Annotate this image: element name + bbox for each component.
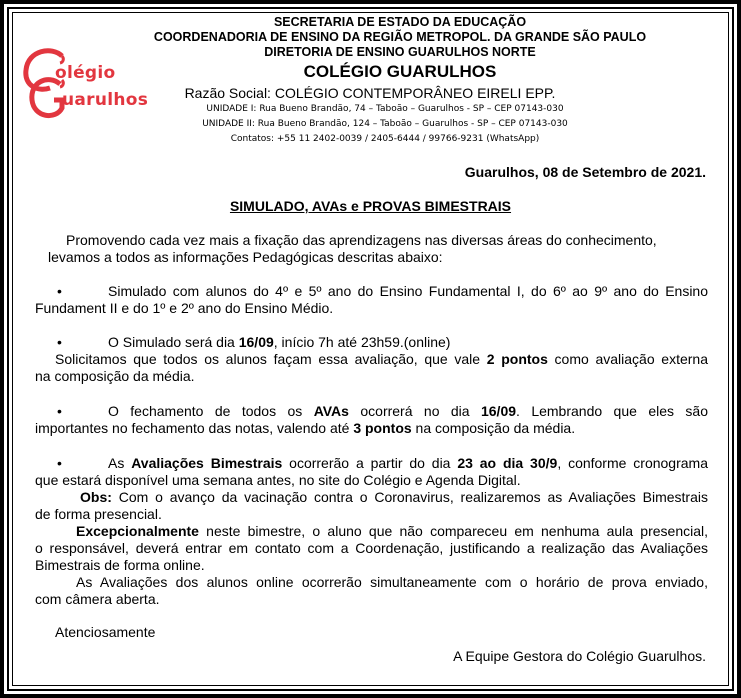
exception-line-1: Excepcionalmente neste bimestre, o aluno que não compareceu em nenhuma aula presencial, bbox=[76, 523, 708, 539]
header-diretoria: DIRETORIA DE ENSINO GUARULHOS NORTE bbox=[264, 45, 536, 59]
online-line-2: com câmera aberta. bbox=[35, 591, 160, 607]
obs-line-1: Obs: Com o avanço da vacinação contra o Coronavirus, realizaremos as Avaliações Bimestrais bbox=[80, 489, 708, 505]
bullet2-line-1: O Simulado será dia 16/09, início 7h até 23h59.(online) bbox=[108, 334, 451, 350]
address-unidade-1: UNIDADE I: Rua Bueno Brandão, 74 – Taboão – Guarulhos - SP – CEP 07143-030 bbox=[206, 104, 564, 114]
razao-social: Razão Social: COLÉGIO CONTEMPORÂNEO EIRELI EPP. bbox=[184, 85, 556, 101]
header-secretaria: SECRETARIA DE ESTADO DA EDUCAÇÃO bbox=[273, 15, 527, 29]
logo-word-colegio: olégio bbox=[55, 63, 116, 83]
bullet1-line-1: Simulado com alunos do 4º e 5º ano do Ensino Fundamental I, do 6º ao 9º ano do Ensino bbox=[108, 283, 708, 299]
contacts: Contatos: +55 11 2402-0039 / 2405-6444 / 99766-9231 (WhatsApp) bbox=[230, 134, 540, 144]
bullet-icon: • bbox=[57, 403, 62, 419]
header-coordenadoria: COORDENADORIA DE ENSINO DA REGIÃO METROPOL. DA GRANDE SÃO PAULO bbox=[153, 30, 647, 44]
online-line-1: As Avaliações dos alunos online ocorrerão simultaneamente com o horário de prova enviado, bbox=[76, 574, 708, 590]
signature: A Equipe Gestora do Colégio Guarulhos. bbox=[453, 648, 706, 664]
closing: Atenciosamente bbox=[55, 624, 156, 640]
intro-line-1: Promovendo cada vez mais a fixação das aprendizagens nas diversas áreas do conhecimento, bbox=[66, 232, 657, 248]
school-logo bbox=[22, 48, 162, 120]
bullet3-line-2: importantes no fechamento das notas, valendo até 3 pontos na composição da média. bbox=[35, 420, 576, 436]
exception-line-2: o responsável, deverá entrar em contato com a Coordenação, justificando a realização das Avaliações bbox=[35, 540, 708, 556]
school-name: COLÉGIO GUARULHOS bbox=[303, 62, 497, 81]
address-unidade-2: UNIDADE II: Rua Bueno Brandão, 124 – Taboão – Guarulhos - SP – CEP 07143-030 bbox=[202, 119, 568, 129]
intro-line-2: levamos a todos as informações Pedagógicas descritas abaixo: bbox=[48, 249, 443, 265]
logo-word-guarulhos: uarulhos bbox=[62, 90, 149, 110]
bullet-icon: • bbox=[57, 283, 62, 299]
obs-line-2: de forma presencial. bbox=[35, 506, 162, 522]
bullet2-line-3: na composição da média. bbox=[35, 368, 195, 384]
letter-title: SIMULADO, AVAs e PROVAS BIMESTRAIS bbox=[229, 198, 512, 214]
bullet2-line-2: Solicitamos que todos os alunos façam essa avaliação, que vale 2 pontos como avaliação externa bbox=[55, 351, 708, 367]
letter-date: Guarulhos, 08 de Setembro de 2021. bbox=[464, 164, 706, 180]
bullet3-line-1: O fechamento de todos os AVAs ocorrerá no dia 16/09. Lembrando que eles são bbox=[108, 403, 708, 419]
bullet-icon: • bbox=[57, 455, 62, 471]
bullet4-line-2: que estará disponível uma semana antes, no site do Colégio e Agenda Digital. bbox=[35, 472, 521, 488]
bullet4-line-1: As Avaliações Bimestrais ocorrerão a partir do dia 23 ao dia 30/9, conforme cronograma bbox=[108, 455, 708, 471]
bullet-icon: • bbox=[57, 334, 62, 350]
exception-line-3: Bimestrais de forma online. bbox=[35, 557, 205, 573]
bullet1-line-2: Fundament II e do 1º e 2º ano do Ensino Médio. bbox=[35, 300, 334, 316]
